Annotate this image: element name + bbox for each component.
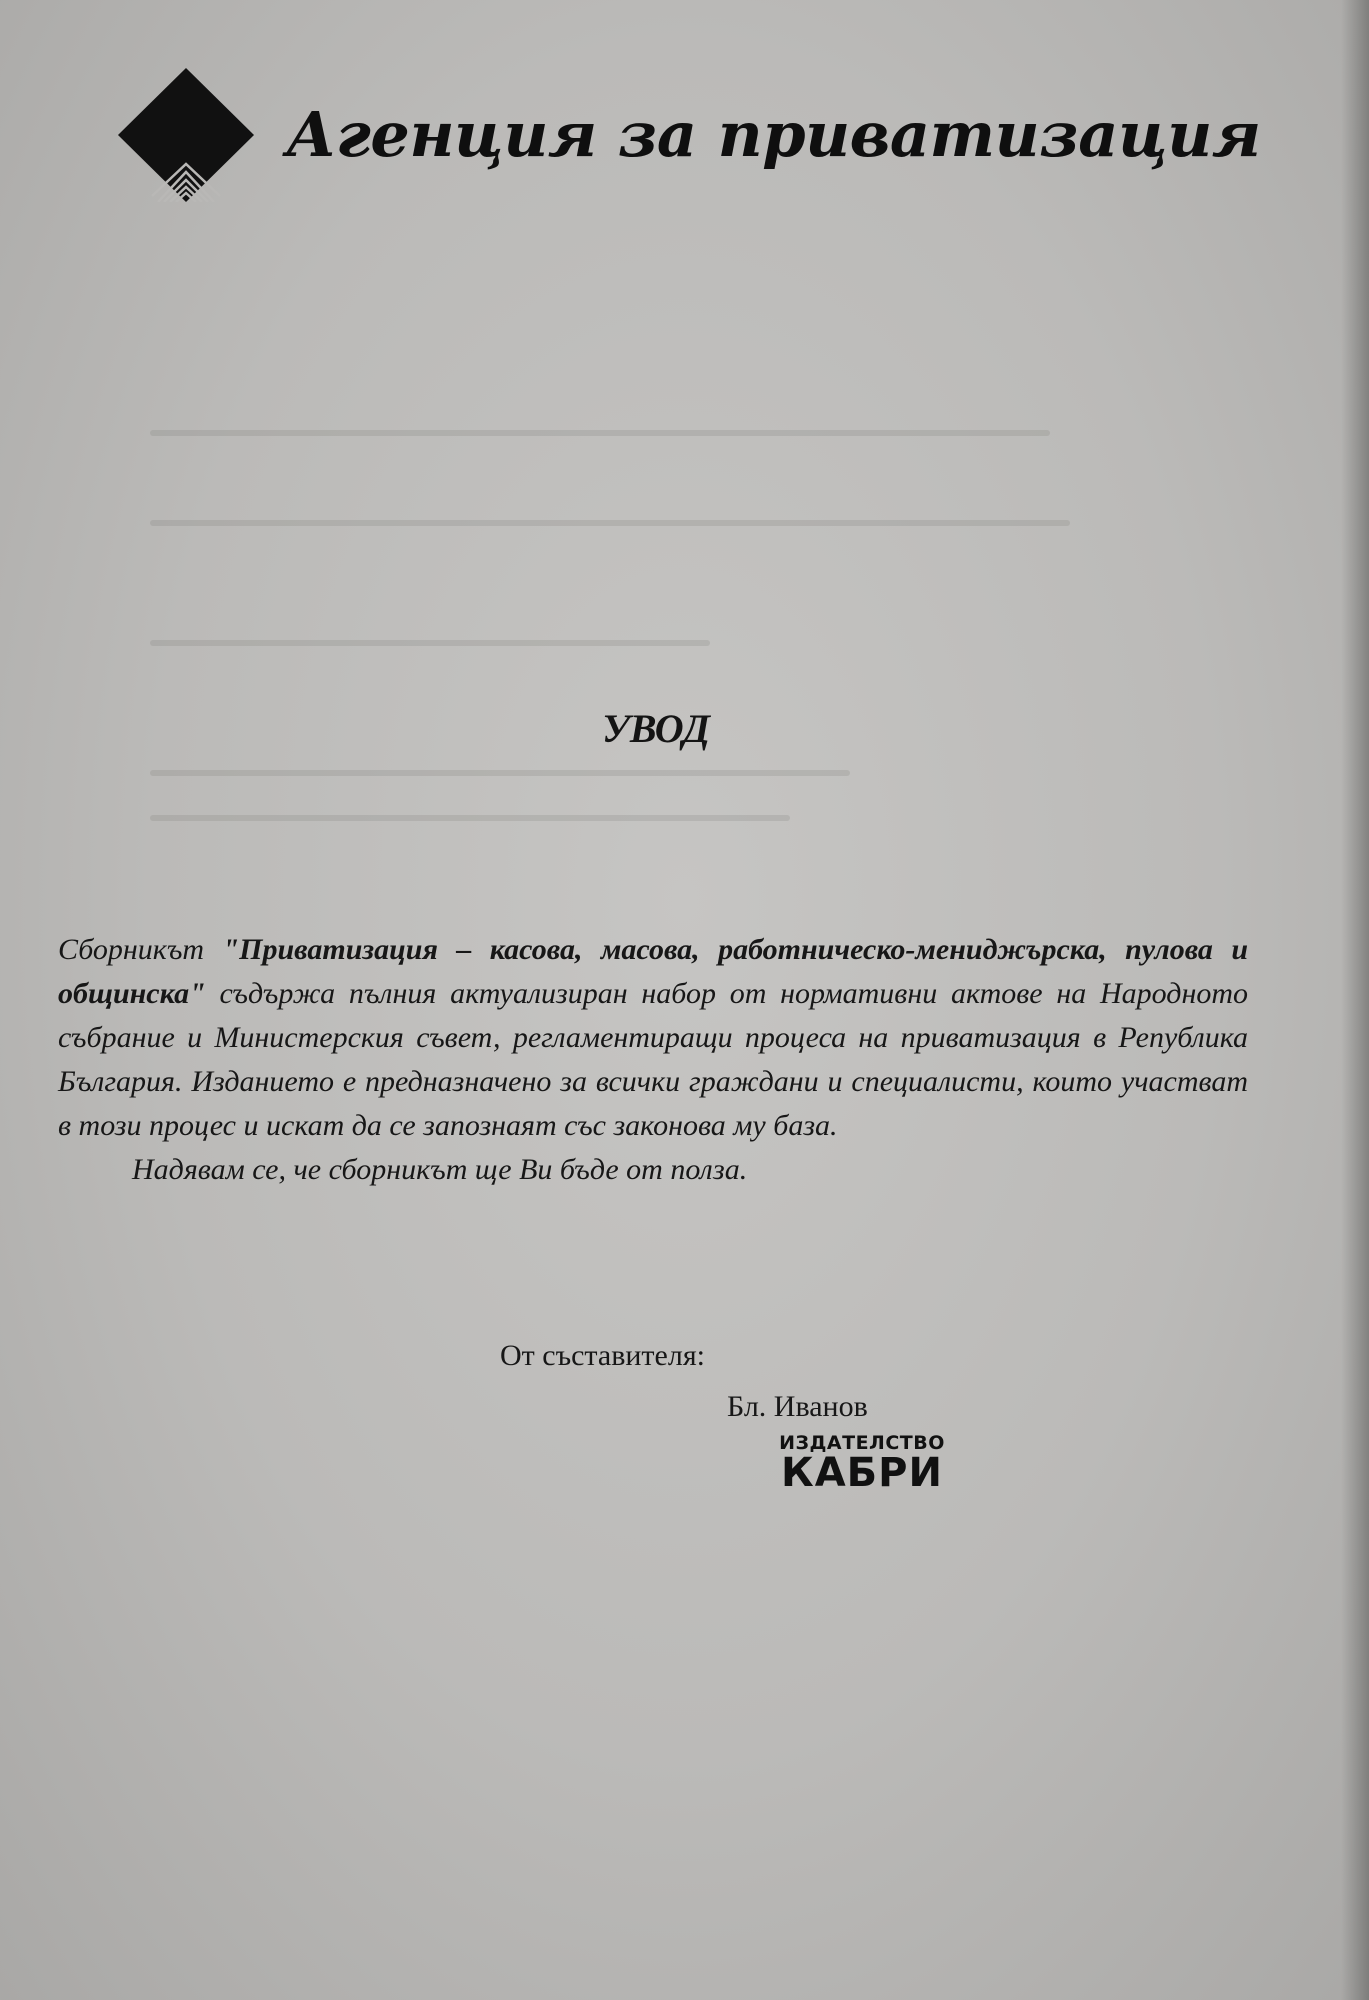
intro-lead: Сборникът (58, 933, 223, 966)
page-title: УВОД (602, 706, 710, 751)
collection-title: "Приватизация – касова, масова, работническо-мениджърска, пулова и общинска" (58, 933, 1249, 1010)
show-through-line (150, 430, 1050, 436)
show-through-line (150, 770, 850, 776)
header (118, 68, 1261, 208)
publisher-logo (752, 1432, 972, 1502)
agency-name: Агенция за приватизация (286, 98, 1261, 171)
intro-rest: съдържа пълния актуализиран набор от нормативни актове на Народното събрание и Министерския съвет, регламентиращи процеса на приватизация в Република България. Изданието е предназначено за всички граждани и специалисти, които участват в този процес и искат да се запознаят със законова му база. (58, 977, 1248, 1142)
publisher-label: ИЗДАТЕЛСТВО (779, 1432, 945, 1454)
diamond-logo-icon (118, 68, 254, 202)
signature-label: От съставителя: (500, 1339, 705, 1372)
page-edge-shadow (1341, 0, 1369, 2000)
show-through-line (150, 815, 790, 821)
body-text (58, 928, 1248, 1192)
closing-paragraph: Надявам се, че сборникът ще Ви бъде от полза. (132, 1153, 748, 1186)
show-through-line (150, 640, 710, 646)
signature-name: Бл. Иванов (727, 1390, 868, 1423)
publisher-name: КАБРИ (781, 1450, 943, 1496)
show-through-line (150, 520, 1070, 526)
intro-paragraph (58, 928, 1248, 1148)
